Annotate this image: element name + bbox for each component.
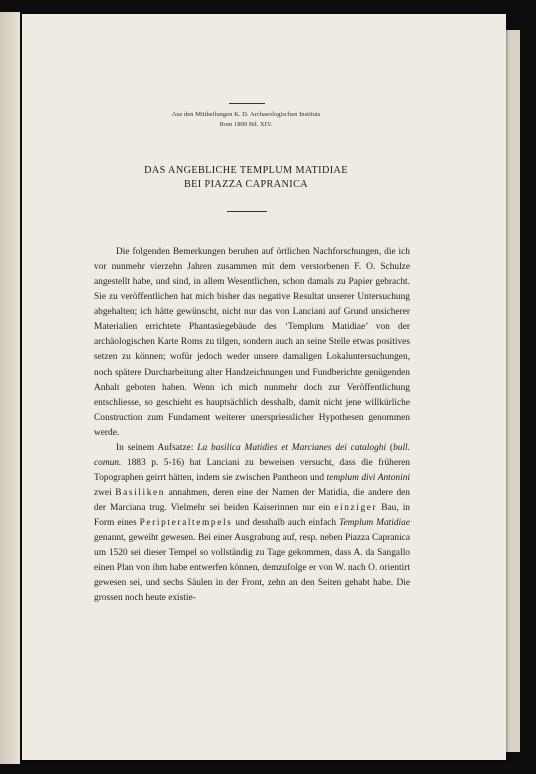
article-body — [94, 245, 410, 607]
title-line-1: DAS ANGEBLICHE TEMPLUM MATIDIAE — [144, 165, 348, 176]
p2-italic-title: La basilica Matidies et Marcianes dei cataloghi — [197, 442, 387, 453]
source-line-1: Aus den Mittheilungen K. D. Archaeologischen Instituts — [171, 111, 321, 118]
p2-italic-journal: bull. comun. — [94, 442, 410, 468]
paragraph-2 — [94, 441, 410, 607]
p2-text: 1883 p. 5-16) hat Lanciani zu beweisen versucht, dass die früheren Topographen geirrt hätten, indem sie zwischen Pantheon und — [94, 457, 410, 483]
p2-spaced-peripteral: Peripteraltempels — [139, 518, 233, 529]
p2-text: und desshalb auch einfach — [232, 518, 340, 529]
p2-italic-matidiae: Templum Matidiae — [339, 518, 410, 529]
paragraph-1: Die folgenden Bemerkungen beruhen auf örtlichen Nachforschungen, die ich vor nunmehr vierzehn Jahren zusammen mit dem verstorbenen F. O. Schulze angestellt habe, und sind, in allem Wesentlichen, schon damals zu Papier gebracht. Sie zu veröffentlichen hat mich bisher das negative Resultat unserer Untersuchung abgehalten; ich hätte gewünscht, nicht nur das von Lanciani auf Grund unsicherer Materialien errichtete Phantasiegebäude des ‘Templum Matidiae’ von der archäologischen Karte Roms zu tilgen, sondern auch an seine Stelle etwas positives setzen zu können; wofür jedoch weder unsere damaligen Lokaluntersuchungen, noch spätere Durcharbeitung alter Handzeichnungen und Fundberichte genügenden Anhalt geboten haben. Wenn ich mich nunmehr doch zur Veröffentlichung entschliesse, so geschieht es hauptsächlich desshalb, damit nicht jene willkürliche Construction zum Fundament weiterer unerspriesslicher Hypothesen genommen werde. — [94, 247, 410, 438]
p2-text: zwei — [94, 488, 116, 498]
source-note — [100, 110, 392, 130]
facing-page-edge — [0, 12, 20, 764]
article-title — [90, 164, 402, 192]
p2-text: Bau, in Form eines — [94, 503, 410, 529]
p2-italic-templum: templum divi Antonini — [326, 472, 411, 483]
title-line-2: BEI PIAZZA CAPRANICA — [183, 179, 309, 190]
p2-spaced-einziger: einziger — [334, 503, 378, 514]
p2-text: annahmen, deren eine der Namen der Matidia, die andere den der Marciana trug. Vielmehr sei beiden Kaiserinnen nur ein — [94, 488, 410, 514]
p2-spaced-basiliken: Basiliken — [115, 488, 166, 498]
p2-text: ( — [386, 442, 394, 453]
top-rule — [229, 103, 265, 104]
p2-text: In seinem Aufsatze: — [116, 442, 198, 453]
source-line-2: Rom 1899 Bd. XIV. — [219, 121, 273, 128]
title-rule — [227, 211, 267, 212]
p2-text: genannt, geweiht gewesen. Bei einer Ausgrabung auf, resp. neben Piazza Capranica um 1520 sei dieser Tempel so vollständig zu Tage gekommen, dass A. da Sangallo einen Plan von ihm habe entwerfen können, demzufolge er von W. nach O. orientirt gewesen sei, und sechs Säulen in der Front, zehn an den Seiten gehabt habe. Die grossen noch heute existie- — [94, 533, 410, 604]
